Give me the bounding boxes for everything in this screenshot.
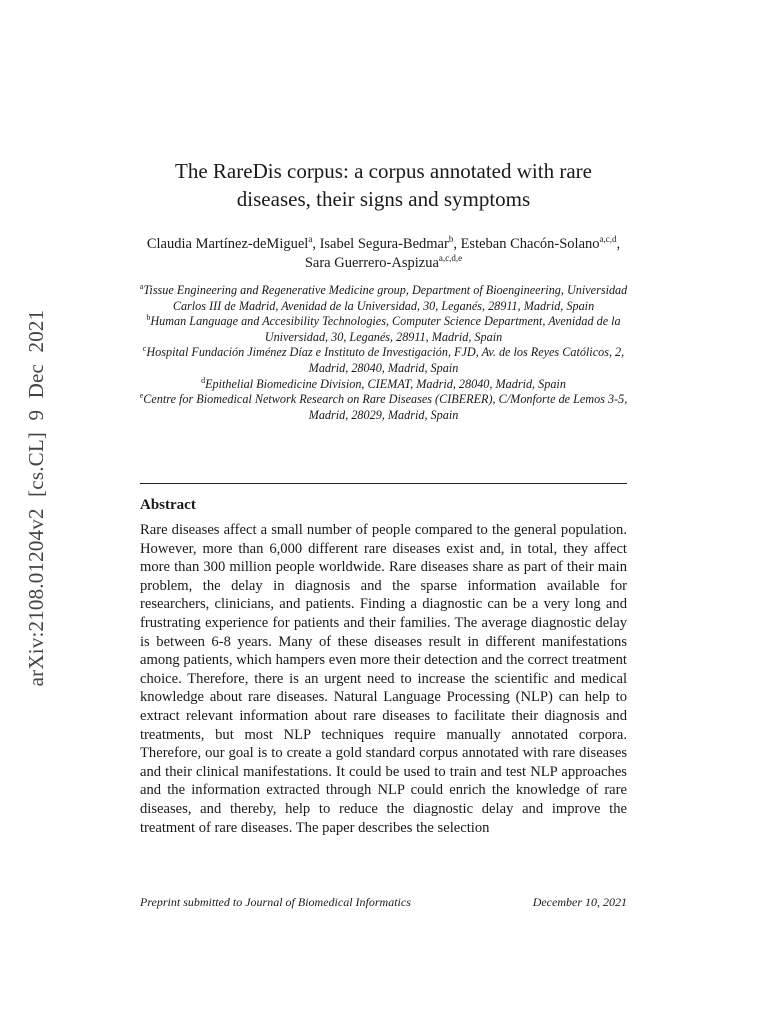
abstract-body: Rare diseases affect a small number of people compared to the general population. However, more than 6,000 different rare diseases exist and, in total, they affect more than 300 million people worldwide. Rare diseases share as part of their main problem, the delay in diagnosis and the sparse information available for researchers, clinicians, and patients. Finding a diagnostic can be a very long and frustrating experience for patients and their families. The average diagnostic delay is between 6-8 years. Many of these diseases result in different manifestations among patients, which hampers even more their detection and the correct treatment choice. Therefore, there is an urgent need to increase the scientific and medical knowledge about rare diseases. Natural Language Processing (NLP) can help to extract relevant information about rare diseases to facilitate their diagnosis and treatments, but most NLP techniques require manually annotated corpora. Therefore, our goal is to create a gold standard corpus annotated with rare diseases and their clinical manifestations. It could be used to train and test NLP approaches and the information extracted through NLP could enrich the knowledge of rare diseases, and thereby, help to reduce the diagnostic delay and improve the treatment of rare diseases. The paper describes the selection bbox=[140, 522, 627, 836]
author-affiliation-mark: a,c,d,e bbox=[438, 253, 463, 264]
author-separator: , bbox=[453, 236, 461, 252]
arxiv-identifier-stamp: arXiv:2108.01204v2 [cs.CL] 9 Dec 2021 bbox=[24, 309, 48, 687]
author-name: Isabel Segura-Bedmar bbox=[319, 236, 449, 252]
affiliation-text: Hospital Fundación Jiménez Díaz e Instituto de Investigación, FJD, Av. de los Reyes Católicos, 2, Madrid, 28040, Madrid, Spain bbox=[146, 345, 625, 375]
affiliation-item bbox=[136, 345, 631, 376]
author-name: Claudia Martínez-deMiguel bbox=[146, 236, 309, 252]
affiliation-item bbox=[136, 283, 631, 314]
author-name: Sara Guerrero-Aspizua bbox=[304, 255, 439, 271]
author-affiliation-mark: a,c,d bbox=[599, 234, 617, 245]
affiliation-mark: e bbox=[139, 391, 144, 401]
footer-date: December 10, 2021 bbox=[532, 895, 627, 909]
section-divider bbox=[140, 483, 627, 484]
affiliation-mark: b bbox=[146, 313, 151, 323]
author-name: Esteban Chacón-Solano bbox=[460, 236, 600, 252]
affiliation-text: Human Language and Accesibility Technologies, Computer Science Department, Avenidad de la Universidad, 30, Leganés, 28911, Madrid, Spain bbox=[150, 314, 621, 344]
affiliation-mark: d bbox=[201, 375, 206, 385]
affiliation-list bbox=[136, 283, 631, 423]
affiliation-item bbox=[136, 314, 631, 345]
preprint-notice: Preprint submitted to Journal of Biomedical Informatics bbox=[140, 895, 411, 909]
abstract-heading: Abstract bbox=[140, 497, 196, 513]
affiliation-item bbox=[136, 377, 631, 393]
author-separator: , bbox=[312, 236, 320, 252]
author-separator: , bbox=[616, 236, 621, 252]
affiliation-mark: c bbox=[142, 344, 147, 354]
author-affiliation-mark: a bbox=[308, 234, 313, 245]
author-list bbox=[140, 235, 627, 273]
affiliation-text: Tissue Engineering and Regenerative Medicine group, Department of Bioengineering, Universidad Carlos III de Madrid, Avenidad de la Universidad, 30, Leganés, 28911, Madrid, Spain bbox=[143, 283, 628, 313]
paper-title: The RareDis corpus: a corpus annotated with rare diseases, their signs and symptoms bbox=[175, 159, 592, 211]
affiliation-mark: a bbox=[139, 281, 144, 291]
affiliation-text: Epithelial Biomedicine Division, CIEMAT, Madrid, 28040, Madrid, Spain bbox=[205, 376, 566, 391]
affiliation-text: Centre for Biomedical Network Research on Rare Diseases (CIBERER), C/Monforte de Lemos 3-5, Madrid, 28029, Madrid, Spain bbox=[143, 392, 628, 422]
affiliation-item bbox=[136, 392, 631, 423]
author-affiliation-mark: b bbox=[448, 234, 454, 245]
